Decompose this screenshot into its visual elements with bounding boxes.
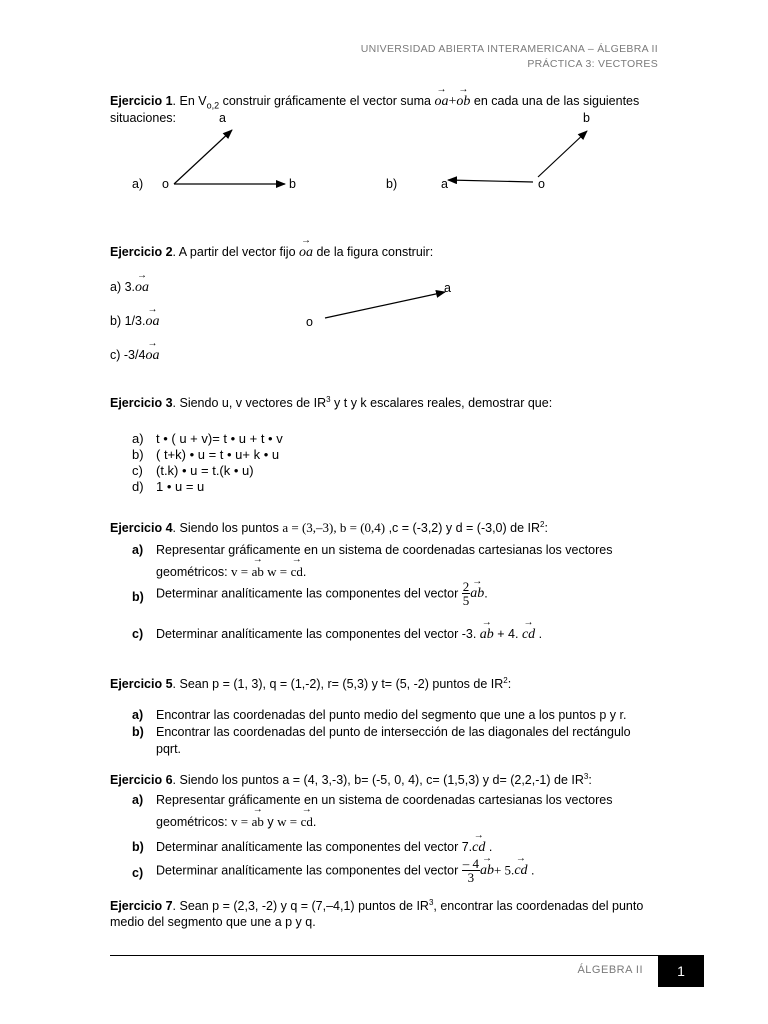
fig1b-vector-oa [448,180,533,182]
fig1b-point-a: a [441,177,448,191]
ex4-b-dot: . [484,586,488,601]
ex4-b-vec: → ab [470,586,484,602]
ex1-text-a: . En V [172,94,207,108]
ex4-title: Ejercicio 4 [110,521,173,536]
ex4-c-dot: . [538,627,543,641]
ex2-item-b-text: b) 1/3. [110,314,146,328]
ex7-text-a: . Sean p = (2,3, -2) y q = (7,–4,1) puntos de IR [172,899,429,914]
ex6-b-key: b) [132,840,144,854]
ex2-item-c [110,348,159,364]
ex4-vec-cd: → cd [291,564,303,580]
ex3-text-a: . Siendo u, v vectores de IR [172,396,327,411]
fig1a-point-o: o [162,177,169,191]
ex4-item-c [156,627,542,643]
ex4-item-a-line-2 [156,564,306,580]
ex4-v-eq: v = [231,564,249,579]
ex4-text-a: . Siendo los puntos [172,521,283,536]
ex6-dot: . [312,815,317,829]
ex1-plus: + [448,94,457,109]
ex4-colon: : [544,521,548,536]
ex6-item-a-line-1: Representar gráficamente en un sistema de coordenadas cartesianas los vectores [156,793,613,807]
ex3-item-key: a) [132,431,144,446]
ex2-item-a [110,280,149,296]
ex4-b-text: Determinar analíticamente las componentes del vector [156,586,462,601]
ex3-item [132,479,283,495]
ex7-text-b: , encontrar las coordenadas del punto [433,899,644,914]
ex3-item-key: d) [132,479,144,494]
ex5-item-b-line-1: Encontrar las coordenadas del punto de intersección de las diagonales del rectángulo [156,725,631,739]
ex6-sup: 3 [583,772,589,781]
ex4-c-vec-ab: → ab [480,627,494,643]
ex6-c-vec-ab: → ab [480,863,494,879]
footer-rule [110,955,658,956]
ex4-b-num: 2 [462,579,470,594]
ex6-a-key: a) [132,793,144,807]
fig1a-vector-oa [174,130,232,184]
ex6-c-den: 3 [467,870,475,885]
ex4-a-key: a) [132,543,144,557]
ex6-c-key: c) [132,866,144,880]
ex6-c-fraction [462,857,480,884]
ex5-title: Ejercicio 5 [110,677,173,692]
ex6-text-a: . Siendo los puntos a = (4, 3,-3), b= (-5, 0, 4), c= (1,5,3) y d= (2,2,-1) de IR [172,773,584,788]
ex6-item-a-line-2 [156,814,316,830]
ex6-colon: : [588,773,592,788]
ex2-item-b [110,314,159,330]
ex4-item-b [156,580,488,607]
ex4-w-eq: w = [263,564,288,579]
ex4-item-a-key [132,543,143,557]
ex3-item-key: b) [132,447,144,462]
ex3-item [132,447,283,463]
ex4-c-key: c) [132,627,144,641]
ex2-item-c-vec: → oa [145,348,159,364]
ex1-sub: o,2 [206,100,220,111]
ex3-item-value: t • ( u + v)= t • u + t • v [156,431,283,446]
ex1-title: Ejercicio 1 [110,94,173,108]
fig1b-point-o: o [538,177,545,191]
ex4-a-text-2: geométricos: [156,565,228,579]
ex5-text-a: . Sean p = (1, 3), q = (1,-2), r= (5,3) y t= (5, -2) puntos de IR [172,677,504,692]
ex3-item-key: c) [132,463,143,478]
ex3-text-b: y t y k escalares reales, demostrar que: [330,396,553,411]
ex6-v-eq: v = [231,814,249,829]
ex3-line-1 [110,395,552,410]
fig1a-point-b: b [289,177,296,191]
ex5-item-a-key [132,708,143,722]
ex4-vec-ab: → ab [252,564,264,580]
ex6-item-b-key [132,840,144,854]
ex6-title: Ejercicio 6 [110,773,173,788]
ex6-c-mid: + 5. [493,862,515,878]
ex6-c-text: Determinar analíticamente las componentes del vector [156,863,462,878]
ex1-vec-ob: → ob [456,94,470,110]
ex4-sup: 2 [540,520,545,529]
fig1b-label: b) [386,177,398,191]
ex4-item-b-key [132,590,144,604]
ex4-item-c-key [132,627,143,641]
page-number: 1 [658,955,704,987]
ex7-sup: 3 [428,898,434,907]
ex3-item-value: (t.k) • u = t.(k • u) [156,463,254,478]
ex6-a-text-2: geométricos: [156,815,228,829]
ex1-line-2: situaciones: [110,111,177,125]
fig1a-label: a) [132,177,144,191]
ex4-point-b: , b = (0,4) [333,520,386,536]
fig1a-point-a: a [219,111,226,125]
header-line-1: UNIVERSIDAD ABIERTA INTERAMERICANA – ÁLGEBRA II [360,43,658,55]
ex2-vec-oa: → oa [299,245,313,261]
ex6-vec-cd: → cd [301,814,313,830]
ex2-text-b: de la figura construir: [313,245,434,259]
ex5-colon: : [507,677,512,692]
fig1b-vector-ob [538,131,587,177]
ex3-sup: 3 [326,395,331,404]
ex5-sup: 2 [503,676,508,685]
header-line-2: PRÁCTICA 3: VECTORES [527,58,658,70]
ex3-list [132,431,283,495]
ex7-title: Ejercicio 7 [110,899,173,914]
ex6-b-text: Determinar analíticamente las componentes del vector 7. [156,840,473,854]
ex4-text-b: ,c = (-3,2) y d = (-3,0) de IR [385,521,541,536]
ex3-item-value: 1 • u = u [156,479,205,494]
ex6-line-1 [110,772,592,787]
footer-subject: ÁLGEBRA II [577,964,643,976]
ex3-item [132,463,283,479]
ex2-item-c-text: c) -3/4 [110,348,146,362]
ex4-dot: . [302,565,307,579]
ex3-title: Ejercicio 3 [110,396,173,411]
ex6-item-b [156,840,492,856]
ex2-item-a-text: a) 3. [110,280,136,294]
fig2-vector-oa [325,292,445,318]
ex1-vec-oa: → oa [434,94,448,110]
ex4-line-1 [110,520,548,536]
ex6-vec-ab: → ab [252,814,264,830]
ex6-c-dot: . [531,863,535,878]
ex2-item-a-vec: → oa [135,280,149,296]
ex6-y: y [263,815,278,829]
ex4-b-key: b) [132,590,144,604]
ex4-c-vec-cd: → cd [522,627,535,643]
ex4-c-text: Determinar analíticamente las componentes del vector -3. [156,627,480,641]
ex7-line-2: medio del segmento que une a p y q. [110,915,316,929]
ex3-item-value: ( t+k) • u = t • u+ k • u [156,447,280,462]
ex1-text-c: en cada una de las siguientes [470,94,640,108]
ex6-w-eq: w = [277,814,298,829]
ex4-b-fraction [462,580,471,607]
ex6-item-c-key [132,866,143,880]
ex2-item-b-vec: → oa [145,314,159,330]
ex4-item-a-line-1: Representar gráficamente en un sistema de coordenadas cartesianas los vectores [156,543,613,557]
ex5-item-b-line-2: pqrt. [156,742,182,756]
ex6-b-dot: . [488,840,493,854]
ex5-line-1 [110,676,511,691]
ex5-b-key: b) [132,725,144,739]
ex2-text-a: . A partir del vector fijo [172,245,299,259]
ex6-item-a-key [132,793,143,807]
ex6-b-vec: → cd [472,840,485,856]
fig2-point-o: o [306,315,313,329]
ex5-a-key: a) [132,708,144,722]
ex2-title: Ejercicio 2 [110,245,173,259]
ex6-c-num: – 4 [462,856,479,871]
ex4-b-den: 5 [462,593,470,608]
ex5-item-b-key [132,725,144,739]
fig1b-point-b: b [583,111,590,125]
ex2-line-1 [110,245,433,261]
ex6-item-c [156,857,535,884]
ex4-c-mid: + 4. [493,627,522,641]
ex5-item-a: Encontrar las coordenadas del punto medio del segmento que une a los puntos p y r. [156,708,627,722]
fig2-point-a: a [444,281,451,295]
ex1-text-b: construir gráficamente el vector suma [219,94,435,108]
ex7-line-1 [110,898,643,913]
ex4-point-a: a = (3,–3) [282,520,334,536]
ex6-c-vec-cd: → cd [514,863,527,879]
ex3-item [132,431,283,447]
